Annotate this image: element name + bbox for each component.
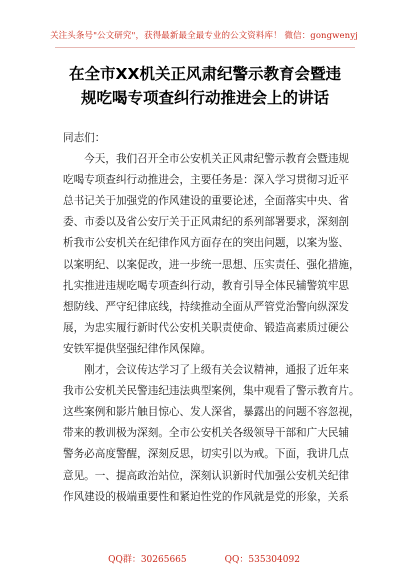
title-line-2: 规吃喝专项查纠行动推进会上的讲话 <box>80 89 329 107</box>
body-line: 析我市公安机关在纪律作风方面存在的突出问题，以案为鉴、 <box>63 237 350 250</box>
body-line: 吃喝专项查纠行动推进会，主要任务是：深入学习贯彻习近平 <box>63 174 350 187</box>
title-line-1: 在全市XX机关正风肃纪警示教育会暨违 <box>69 65 341 83</box>
body-line: 扎实推进违规吃喝专项查纠行动，教育引导全体民辅警筑牢思 <box>63 279 350 292</box>
body-line: 意见。一、提高政治站位，深刻认识新时代加强公安机关纪律 <box>63 469 350 482</box>
body-line: 刚才，会议传达学习了上级有关会议精神，通报了近年来 <box>63 364 350 377</box>
body-line: 展，为忠实履行新时代公安机关职责使命、锻造高素质过硬公 <box>63 321 350 334</box>
body-line: 警务必高度警醒，深刻反思，切实引以为戒。下面，我讲几点 <box>63 448 350 461</box>
body-line: 作风建设的极端重要性和紧迫性党的作风就是党的形象，关系 <box>63 490 350 503</box>
body-line: 想防线、严守纪律底线，持续推动全面从严管党治警向纵深发 <box>63 300 350 313</box>
body-line: 今天，我们召开全市公安机关正风肃纪警示教育会暨违规 <box>63 153 350 166</box>
body-line: 安铁军提供坚强纪律作风保障。 <box>63 342 212 355</box>
footer-qq-number: QQ：535304092 <box>224 555 300 565</box>
body-line: 带来的教训极为深刻。全市公安机关各级领导干部和广大民辅 <box>63 427 350 440</box>
body-line: 同志们： <box>63 132 106 144</box>
footer-contact <box>0 552 408 565</box>
document-title <box>40 62 370 110</box>
body-line: 以案明纪、以案促改，进一步统一思想、压实责任、强化措施， <box>63 258 360 271</box>
body-line: 这些案例和影片触目惊心、发人深省，暴露出的问题不容忽视， <box>63 406 360 419</box>
document-body <box>63 128 360 508</box>
header-promo-note: 关注头条号"公文研究"，获得最新最全最专业的公文资料库！ 微信：gongwenyj <box>50 31 358 41</box>
body-line: 委、市委以及省公安厅关于正风肃纪的系列部署要求，深刻剖 <box>63 216 350 229</box>
body-line: 我市公安机关民警违纪违法典型案例，集中观看了警示教育片。 <box>63 385 360 398</box>
footer-qq-group: QQ群：30265665 <box>108 555 187 565</box>
header-divider <box>55 47 355 48</box>
body-line: 总书记关于加强党的作风建设的重要论述，全面落实中央、省 <box>63 195 350 208</box>
